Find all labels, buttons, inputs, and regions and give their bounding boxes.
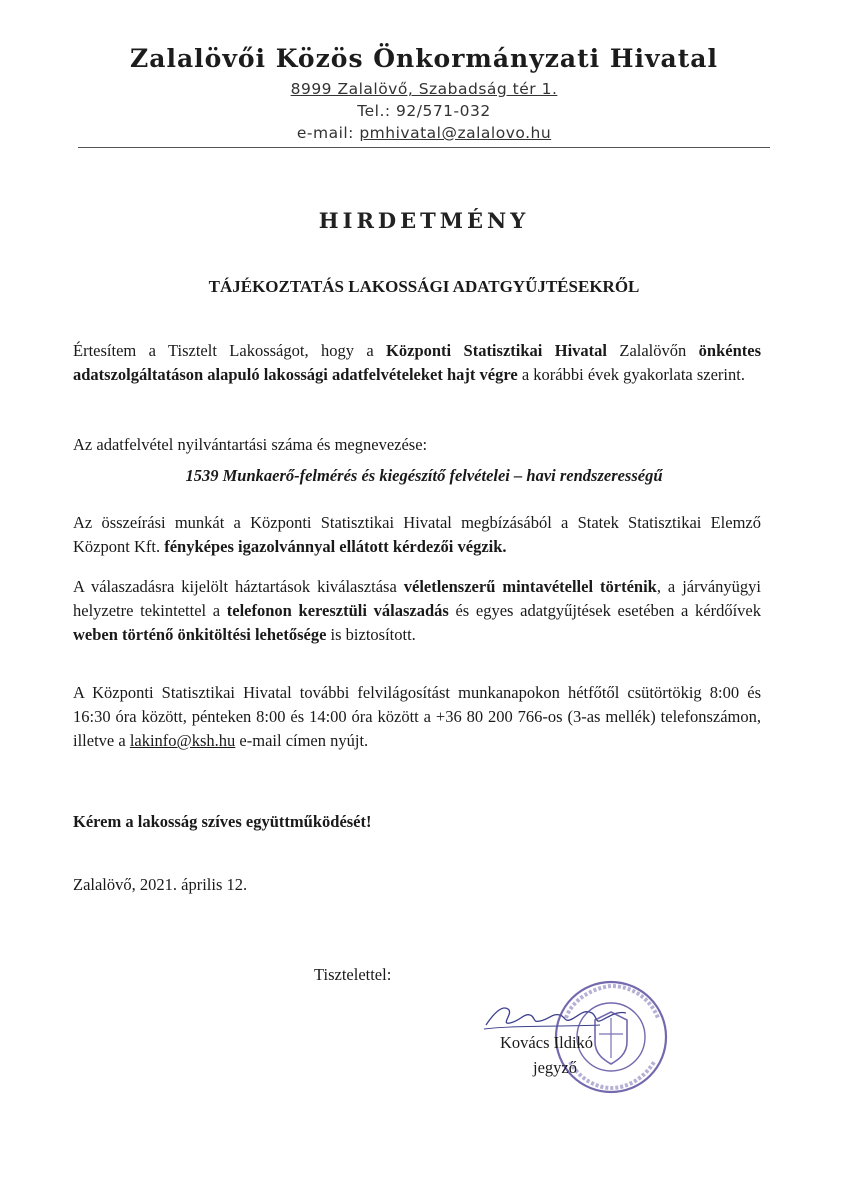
contact-text-1: A Központi Statisztikai Hivatal további felvilágosítást munkanapokon hétfőtől csütörtökig 8:00 és 16:30 óra között, pénteken 8:00 és 14:00 óra között a +36 80 200 766-os (3-as mellék) telefonszámon, illetve a [73,683,761,750]
paragraph-intro [73,339,761,387]
letterhead-address: 8999 Zalalövő, Szabadság tér 1. [290,80,558,98]
contact-email-link[interactable]: lakinfo@ksh.hu [129,731,236,750]
notice-subtitle: TÁJÉKOZTATÁS LAKOSSÁGI ADATGYŰJTÉSEKRŐL [208,277,640,296]
closing-request: Kérem a lakosság szíves együttműködését! [73,812,372,831]
intro-bold-ksh: Központi Statisztikai Hivatal [386,341,607,360]
signer-name: Kovács Ildikó [500,1033,594,1052]
letterhead-title: Zalalövői Közös Önkormányzati Hivatal [130,44,718,73]
survey-name: 1539 Munkaerő-felmérés és kiegészítő felvételei – havi rendszerességű [185,466,663,485]
letterhead-phone: Tel.: 92/571-032 [357,102,491,120]
paragraph-registration: Az adatfelvétel nyilvántartási száma és megnevezése: [73,435,428,454]
letterhead-email-label: e-mail: [296,124,354,142]
paragraph-contact [73,681,761,753]
contact-text-2: e-mail címen nyújt. [235,731,369,750]
selection-text-2: , a járványügyi helyzetre tekintettel a [73,577,762,620]
intro-bold-survey: önkéntes adatszolgáltatáson alapuló lakossági adatfelvételeket hajt végre [73,341,761,384]
letterhead-email-row [0,124,848,142]
selection-bold-1: véletlenszerű mintavétellel történik [403,577,657,596]
selection-bold-2: telefonon keresztüli válaszadás [226,601,449,620]
intro-text-3: a korábbi évek gyakorlata szerint. [517,365,745,384]
enumerators-text: Az összeírási munkát a Központi Statisztikai Hivatal megbízásából a Statek Statisztikai Elemző Központ Kft. [73,513,761,556]
regards-line: Tisztelettel: [314,965,392,984]
selection-text-3: és egyes adatgyűjtések esetében a kérdőívek [448,601,761,620]
notice-title: HIRDETMÉNY [318,208,530,233]
enumerators-bold: fényképes igazolvánnyal ellátott kérdezői végzik. [164,537,507,556]
date-line: Zalalövő, 2021. április 12. [73,875,248,894]
letterhead-divider [78,147,770,148]
intro-text-1: Értesítem a Tisztelt Lakosságot, hogy a [73,341,387,360]
intro-text-2: Zalalövőn [606,341,699,360]
selection-bold-3: weben történő önkitöltési lehetősége [73,625,327,644]
selection-text-1: A válaszadásra kijelölt háztartások kiválasztása [73,577,404,596]
paragraph-selection [73,575,761,647]
paragraph-enumerators [73,511,761,559]
letterhead-email-link[interactable]: pmhivatal@zalalovo.hu [359,124,552,142]
selection-text-4: is biztosított. [326,625,416,644]
signer-role: jegyző [533,1058,577,1077]
